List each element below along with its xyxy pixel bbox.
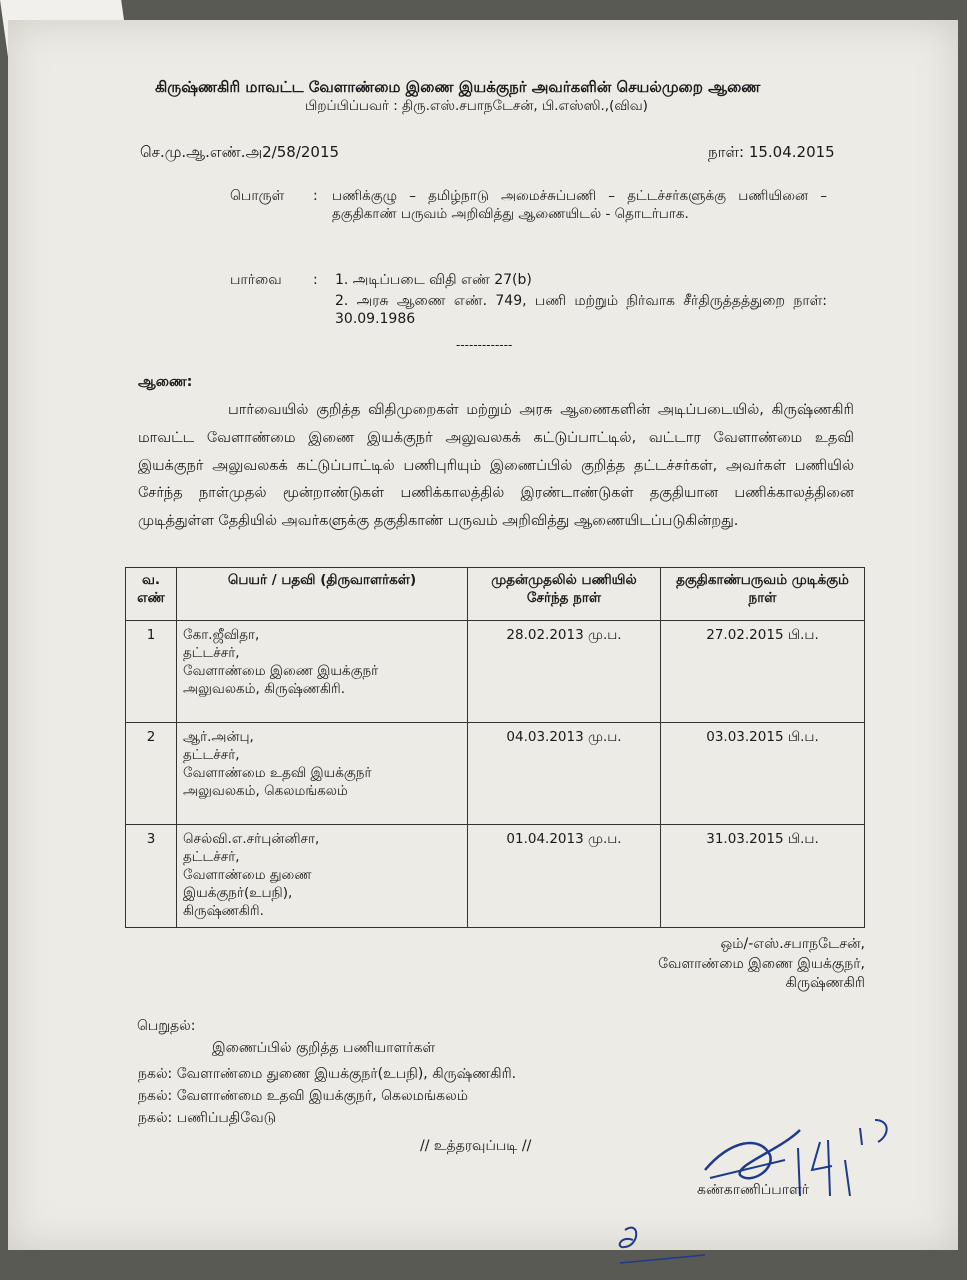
header-name: பெயர் / பதவி (திருவாளர்கள்) — [177, 568, 468, 621]
by-order-line: // உத்தரவுப்படி // — [420, 1138, 532, 1154]
recipients-text: இணைப்பில் குறித்த பணியாளர்கள் — [212, 1040, 436, 1056]
row-joined-date: 28.02.2013 மு.ப. — [468, 621, 661, 723]
signatory-line: கிருஷ்ணகிரி — [785, 975, 865, 992]
document-header: கிருஷ்ணகிரி மாவட்ட வேளாண்மை இணை இயக்குநர் அவர்களின் செயல்முறை ஆணை — [155, 78, 761, 96]
row-serial: 3 — [126, 825, 177, 928]
row-joined-date: 01.04.2013 மு.ப. — [468, 825, 661, 928]
table-header-row — [126, 568, 865, 621]
name-line: அலுவலகம், கிருஷ்ணகிரி. — [183, 681, 346, 697]
table-row — [126, 723, 865, 825]
signatory-block — [600, 935, 865, 994]
reference-item-2: 2. அரசு ஆணை எண். 749, பணி மற்றும் நிர்வாக சீர்திருத்தத்துறை நாள்: 30.09.1986 — [335, 293, 827, 328]
copy-to-line: நகல்: பணிப்பதிவேடு — [138, 1110, 277, 1126]
separator-line: ------------- — [456, 338, 513, 352]
header-serial: வ. எண் — [126, 568, 177, 621]
signatory-line: வேளாண்மை இணை இயக்குநர், — [658, 955, 865, 972]
subject-colon: : — [313, 188, 318, 204]
reference-number: செ.மு.ஆ.எண்.அ2/58/2015 — [140, 143, 340, 161]
name-line: வேளாண்மை இணை இயக்குநர் — [183, 663, 379, 679]
row-probation-end: 03.03.2015 பி.ப. — [661, 723, 865, 825]
name-line: வேளாண்மை உதவி இயக்குநர் — [183, 765, 372, 781]
name-line: வேளாண்மை துணை — [183, 867, 312, 883]
header-joined: முதன்முதலில் பணியில் சேர்ந்த நாள் — [468, 568, 661, 621]
copy-to-line: நகல்: வேளாண்மை உதவி இயக்குநர், கெலமங்கலம் — [138, 1088, 468, 1104]
references-colon: : — [313, 272, 318, 288]
name-line: தட்டச்சர், — [183, 747, 240, 763]
name-line: செல்வி.எ.சர்புன்னிசா, — [183, 831, 320, 847]
copy-to-line: நகல்: வேளாண்மை துணை இயக்குநர்(உபநி), கிருஷ்ணகிரி. — [138, 1066, 517, 1082]
row-name — [177, 825, 468, 928]
recipients-label: பெறுதல்: — [137, 1018, 196, 1034]
order-paragraph: பார்வையில் குறித்த விதிமுறைகள் மற்றும் அரசு ஆணைகளின் அடிப்படையில், கிருஷ்ணகிரி மாவட்ட வேளாண்மை இணை இயக்குநர் அலுவலகக் கட்டுப்பாட்டில், வட்டார வேளாண்மை உதவி இயக்குநர் அலுவலகக் கட்டுப்பாட்டில் பணிபுரியும் இணைப்பில் குறித்த தட்டச்சர்கள், அவர்கள் பணியில் சேர்ந்த நாள்முதல் மூன்றாண்டுகள் பணிக்காலத்தில் இரண்டாண்டுகள் தகுதியான பணிக்காலத்தினை முடித்துள்ள தேதியில் அவர்களுக்கு தகுதிகாண் பருவம் அறிவித்து ஆணையிடப்படுகின்றது. — [138, 402, 854, 530]
row-name — [177, 723, 468, 825]
name-line: கிருஷ்ணகிரி. — [183, 903, 264, 919]
references-label: பார்வை — [230, 272, 282, 288]
row-probation-end: 31.03.2015 பி.ப. — [661, 825, 865, 928]
row-serial: 1 — [126, 621, 177, 723]
name-line: தட்டச்சர், — [183, 645, 240, 661]
handwritten-initials — [605, 1215, 725, 1275]
order-label: ஆணை: — [138, 374, 193, 390]
probation-table — [125, 567, 865, 928]
name-line: தட்டச்சர், — [183, 849, 240, 865]
name-line: கோ.ஜீவிதா, — [183, 627, 260, 643]
header-ends: தகுதிகாண்பருவம் முடிக்கும் நாள் — [661, 568, 865, 621]
table-row — [126, 621, 865, 723]
superintendent-label: கண்காணிப்பாளர் — [697, 1182, 809, 1198]
signatory-line: ஒம்/-எஸ்.சபாநடேசன், — [720, 936, 865, 952]
subject-label: பொருள் — [230, 188, 285, 204]
order-date: நாள்: 15.04.2015 — [708, 143, 835, 161]
issued-by: பிறப்பிப்பவர் : திரு.எஸ்.சபாநடேசன், பி.எஸ்ஸி.,(விவ) — [305, 98, 648, 114]
name-line: இயக்குநர்(உபநி), — [183, 885, 293, 901]
name-line: அலுவலகம், கெலமங்கலம் — [183, 783, 348, 799]
row-joined-date: 04.03.2013 மு.ப. — [468, 723, 661, 825]
subject-text: பணிக்குழு – தமிழ்நாடு அமைச்சுப்பணி – தட்டச்சர்களுக்கு பணியினை – தகுதிகாண் பருவம் அறிவித்து ஆணையிடல் - தொடர்பாக. — [332, 188, 827, 222]
name-line: ஆர்.அன்பு, — [183, 729, 254, 745]
row-serial: 2 — [126, 723, 177, 825]
row-probation-end: 27.02.2015 பி.ப. — [661, 621, 865, 723]
reference-item-1: 1. அடிப்படை விதி எண் 27(b) — [335, 272, 532, 288]
row-name — [177, 621, 468, 723]
table-row — [126, 825, 865, 928]
